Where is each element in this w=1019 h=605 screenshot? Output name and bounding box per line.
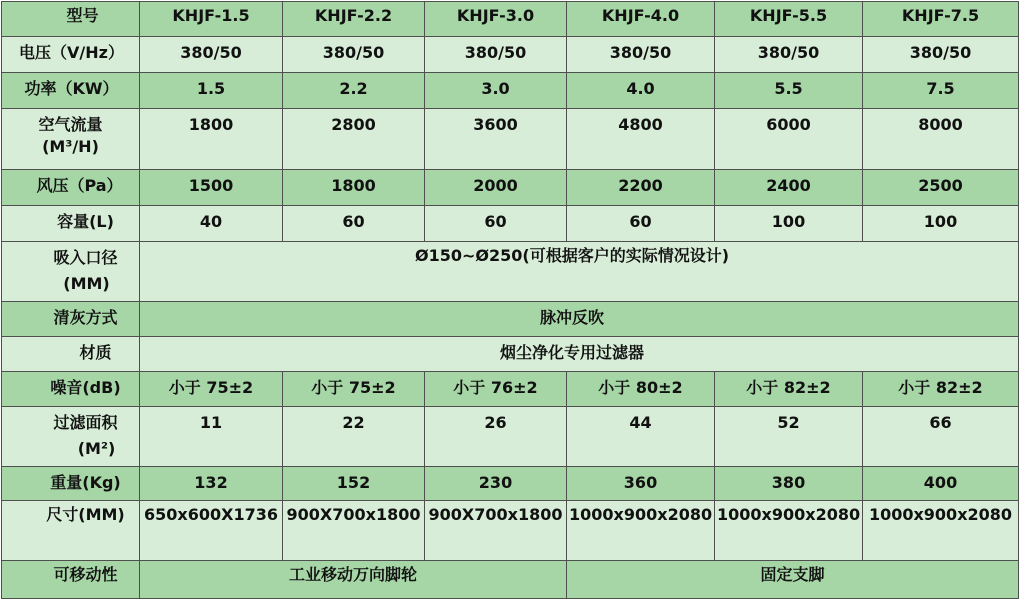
dimensions-cell: 650x600X1736	[140, 501, 283, 561]
noise-row	[2, 372, 1019, 407]
capacity-cell: 60	[425, 206, 567, 242]
model-label: 型号	[2, 2, 140, 37]
airflow-cell: 6000	[715, 109, 863, 170]
power-cell: 2.2	[283, 73, 425, 109]
wind-pressure-cell: 2200	[567, 170, 715, 206]
dimensions-label: 尺寸(MM)	[2, 501, 140, 561]
voltage-cell: 380/50	[140, 37, 283, 73]
voltage-label: 电压（V/Hz）	[2, 37, 140, 73]
power-cell: 1.5	[140, 73, 283, 109]
power-cell: 5.5	[715, 73, 863, 109]
weight-row	[2, 467, 1019, 501]
voltage-cell: 380/50	[425, 37, 567, 73]
model-name: KHJF-5.5	[715, 2, 863, 37]
wind-pressure-cell: 2000	[425, 170, 567, 206]
weight-label: 重量(Kg)	[2, 467, 140, 501]
capacity-row	[2, 206, 1019, 242]
filter-area-cell: 22	[283, 407, 425, 467]
power-row	[2, 73, 1019, 109]
noise-cell: 小于 75±2	[283, 372, 425, 407]
filter-area-cell: 44	[567, 407, 715, 467]
weight-cell: 230	[425, 467, 567, 501]
weight-cell: 132	[140, 467, 283, 501]
weight-cell: 400	[863, 467, 1019, 501]
wind-pressure-label: 风压（Pa）	[2, 170, 140, 206]
capacity-cell: 100	[715, 206, 863, 242]
inlet-diameter-row	[2, 242, 1019, 302]
noise-cell: 小于 76±2	[425, 372, 567, 407]
material-label: 材质	[2, 337, 140, 372]
noise-label: 噪音(dB)	[2, 372, 140, 407]
airflow-cell: 2800	[283, 109, 425, 170]
wind-pressure-row	[2, 170, 1019, 206]
voltage-cell: 380/50	[863, 37, 1019, 73]
capacity-cell: 60	[283, 206, 425, 242]
noise-cell: 小于 80±2	[567, 372, 715, 407]
weight-cell: 360	[567, 467, 715, 501]
airflow-cell: 3600	[425, 109, 567, 170]
noise-cell: 小于 82±2	[863, 372, 1019, 407]
airflow-label	[2, 109, 140, 170]
inlet-diameter-label-line1: 吸入口径	[53, 248, 118, 267]
filter-area-cell: 66	[863, 407, 1019, 467]
header-row	[2, 2, 1019, 37]
airflow-label-line2: (M³/H)	[42, 137, 99, 156]
spec-table	[1, 1, 1019, 599]
weight-cell: 380	[715, 467, 863, 501]
filter-area-row	[2, 407, 1019, 467]
filter-area-cell: 52	[715, 407, 863, 467]
dimensions-cell: 1000x900x2080	[863, 501, 1019, 561]
noise-cell: 小于 75±2	[140, 372, 283, 407]
power-label: 功率（KW）	[2, 73, 140, 109]
voltage-cell: 380/50	[567, 37, 715, 73]
mobility-value-right: 固定支脚	[567, 561, 1019, 599]
model-name: KHJF-4.0	[567, 2, 715, 37]
dimensions-cell: 1000x900x2080	[715, 501, 863, 561]
filter-area-label-line2: (M²)	[77, 439, 116, 458]
voltage-cell: 380/50	[283, 37, 425, 73]
model-name: KHJF-2.2	[283, 2, 425, 37]
cleaning-method-row	[2, 302, 1019, 337]
voltage-cell: 380/50	[715, 37, 863, 73]
model-name: KHJF-7.5	[863, 2, 1019, 37]
dimensions-cell: 900X700x1800	[283, 501, 425, 561]
capacity-cell: 100	[863, 206, 1019, 242]
dimensions-cell: 1000x900x2080	[567, 501, 715, 561]
mobility-row	[2, 561, 1019, 599]
filter-area-label-line1: 过滤面积	[53, 413, 118, 432]
filter-area-cell: 26	[425, 407, 567, 467]
filter-area-label	[2, 407, 140, 467]
dimensions-cell: 900X700x1800	[425, 501, 567, 561]
inlet-diameter-label	[2, 242, 140, 302]
inlet-diameter-value: Ø150~Ø250(可根据客户的实际情况设计)	[140, 242, 1019, 302]
noise-cell: 小于 82±2	[715, 372, 863, 407]
cleaning-method-value: 脉冲反吹	[140, 302, 1019, 337]
filter-area-cell: 11	[140, 407, 283, 467]
wind-pressure-cell: 2400	[715, 170, 863, 206]
power-cell: 4.0	[567, 73, 715, 109]
weight-cell: 152	[283, 467, 425, 501]
power-cell: 3.0	[425, 73, 567, 109]
mobility-value-left: 工业移动万向脚轮	[140, 561, 567, 599]
wind-pressure-cell: 1500	[140, 170, 283, 206]
airflow-label-line1: 空气流量	[38, 115, 103, 134]
inlet-diameter-label-line2: (MM)	[63, 274, 110, 293]
wind-pressure-cell: 1800	[283, 170, 425, 206]
airflow-cell: 1800	[140, 109, 283, 170]
cleaning-method-label: 清灰方式	[2, 302, 140, 337]
mobility-label: 可移动性	[2, 561, 140, 599]
capacity-label: 容量(L)	[2, 206, 140, 242]
airflow-cell: 4800	[567, 109, 715, 170]
model-name: KHJF-1.5	[140, 2, 283, 37]
capacity-cell: 40	[140, 206, 283, 242]
capacity-cell: 60	[567, 206, 715, 242]
airflow-row	[2, 109, 1019, 170]
power-cell: 7.5	[863, 73, 1019, 109]
airflow-cell: 8000	[863, 109, 1019, 170]
wind-pressure-cell: 2500	[863, 170, 1019, 206]
material-row	[2, 337, 1019, 372]
voltage-row	[2, 37, 1019, 73]
dimensions-row	[2, 501, 1019, 561]
model-name: KHJF-3.0	[425, 2, 567, 37]
material-value: 烟尘净化专用过滤器	[140, 337, 1019, 372]
